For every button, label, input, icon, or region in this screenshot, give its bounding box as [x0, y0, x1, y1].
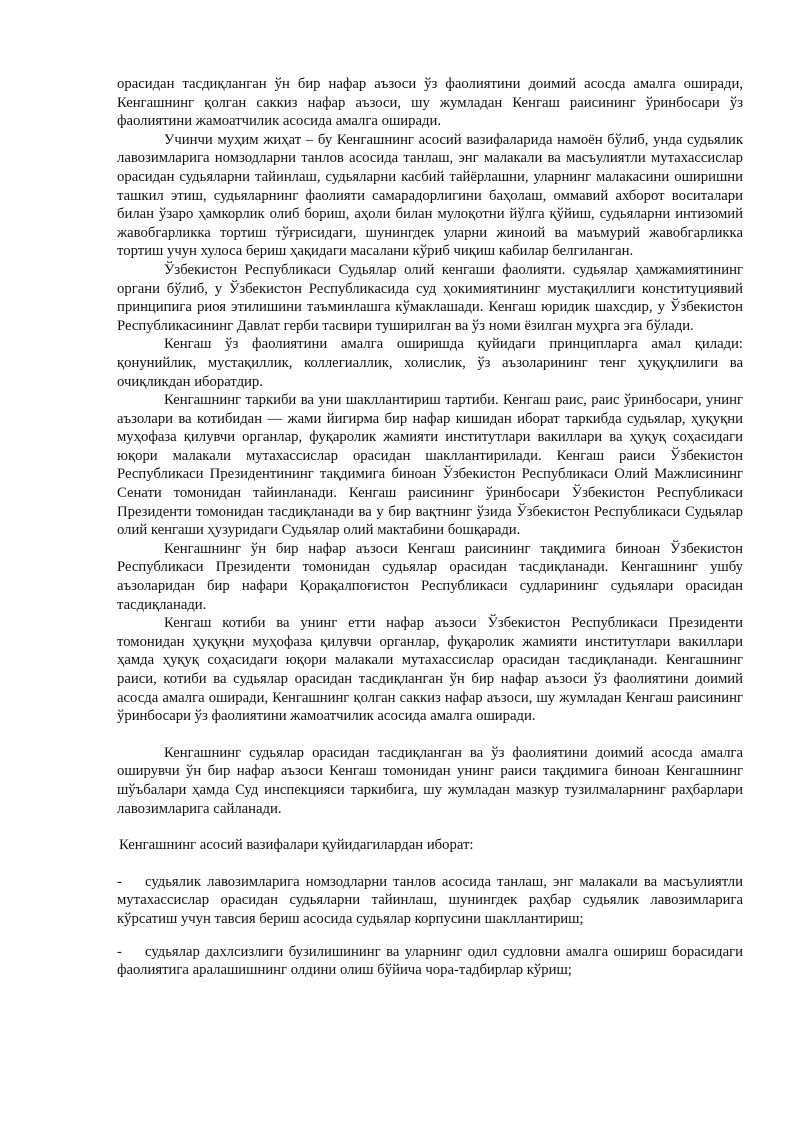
paragraph: Кенгаш котиби ва унинг етти нафар аъзоси Ўзбекистон Республикаси Президенти томонидан ҳуқуқни муҳофаза қилувчи органлар, фуқаролик жамияти институтлари вакиллари ҳамда ҳуқуқ соҳасидаги юқори малакали мутахассислар орасидан тасдиқланади. Кенгашнинг раиси, котиби ва судьялар орасидан тасдиқланган ўн бир нафар аъзоси ўз фаолиятини доимий асосда амалга оширади, Кенгашнинг қолган саккиз нафар аъзоси, шу жумладан Кенгаш раисининг ўринбосари ўз фаолиятини жамоатчилик асосида амалга оширади.	[117, 615, 743, 725]
list-marker: -	[117, 943, 122, 960]
list-intro: Кенгашнинг асосий вазифалари қуйидагилардан иборат:	[119, 837, 474, 854]
list-item-text: судьялар дахлсизлиги бузилишининг ва уларнинг одил судловни амалга ошириш борасидаги фаолиятига аралашишнинг олдини олиш бўйича чора-тадбирлар кўриш;	[117, 943, 743, 979]
paragraph: Кенгашнинг судьялар орасидан тасдиқланган ва ўз фаолиятини доимий асосда амалга оширувчи ўн бир нафар аъзоси Кенгаш томонидан унинг раиси тақдимига биноан Кенгашнинг шўъбалари ҳамда Суд инспекцияси таркибига, шу жумладан мазкур тузилмаларнинг раҳбарлари лавозимларига сайланади.	[117, 744, 743, 817]
list-item-text: судьялик лавозимларига номзодларни танлов асосида танлаш, энг малакали ва масъулиятли мутахассислар орасидан судьяларни тайинлаш, шунингдек раҳбар судьялик лавозимларига кўрсатиш учун тавсия бериш асосида судьялар корпусини шакллантириш;	[117, 873, 743, 927]
list-item	[117, 873, 743, 929]
paragraph: Ўзбекистон Республикаси Судьялар олий кенгаши фаолияти. судьялар ҳамжамиятининг органи бўлиб, у Ўзбекистон Республикасида суд ҳокимиятининг мустақиллиги конституциявий принципига риоя этилишини таъминлашга кўмаклашади. Кенгаш юридик шахсдир, у Ўзбекистон Республикасининг Давлат герби тасвири туширилган ва ўз номи ёзилган муҳрга эга бўлади.	[117, 261, 743, 334]
paragraph: Кенгаш ўз фаолиятини амалга оширишда қуйидаги принципларга амал қилади: қонунийлик, мустақиллик, коллегиаллик, холислик, ўз аъзоларининг тенг ҳуқуқлилиги ва очиқликдан иборатдир.	[117, 336, 743, 390]
list-item	[117, 943, 743, 980]
paragraph: Учинчи муҳим жиҳат – бу Кенгашнинг асосий вазифаларида намоён бўлиб, унда судьялик лавозимларига номзодларни танлов асосида танлаш, энг малакали ва масъулиятли мутахассислар орасидан судьяларни тайинлаш, судьяларни касбий тайёрлашни, уларнинг малакасини оширишни ташкил этиш, судьяларнинг фаолияти самарадорлигини баҳолаш, оммавий ахборот воситалари билан ўзаро ҳамкорлик олиб бориш, аҳоли билан мулоқотни йўлга қўйиш, судьяларни интизомий жавобгарликка тортиш тўғрисидаги, шунингдек уларни жиноий ва маъмурий жавобгарликка тортиш учун хулоса бериш ҳақидаги масалани кўриб чиқиш кабилар белгиланган.	[117, 131, 743, 260]
paragraph: Кенгашнинг ўн бир нафар аъзоси Кенгаш раисининг тақдимига биноан Ўзбекистон Республикаси Президенти томонидан судьялар орасидан тасдиқланади. Кенгашнинг ушбу аъзоларидан бир нафари Қорақалпоғистон Республикаси судларининг судьялари орасидан тасдиқланади.	[117, 540, 743, 613]
list-marker: -	[117, 873, 122, 890]
paragraph: Кенгашнинг таркиби ва уни шакллантириш тартиби. Кенгаш раис, раис ўринбосари, унинг аъзолари ва котибидан — жами йигирма бир нафар кишидан иборат таркибда судьялар, ҳуқуқни муҳофаза қилувчи органлар, фуқаролик жамияти институтлари вакиллари ва ҳуқуқ соҳасидаги юқори малакали мутахассислар орасидан шакллантирилади. Кенгаш раиси Ўзбекистон Республикаси Президентининг тақдимига биноан Ўзбекистон Республикаси Олий Мажлисининг Сенати томонидан тайинланади. Кенгаш раисининг ўринбосари Ўзбекистон Республикаси Президенти томонидан тасдиқланади ва у бир вақтнинг ўзида Ўзбекистон Республикаси Судьялар олий кенгаши ҳузуридаги Судьялар олий мактабини бошқаради.	[117, 392, 743, 539]
document-body	[117, 75, 743, 980]
paragraph: орасидан тасдиқланган ўн бир нафар аъзоси ўз фаолиятини доимий асосда амалга оширади, Кенгашнинг қолган саккиз нафар аъзоси, шу жумладан Кенгаш раисининг ўринбосари ўз фаолиятини жамоатчилик асосида амалга оширади.	[117, 76, 743, 130]
